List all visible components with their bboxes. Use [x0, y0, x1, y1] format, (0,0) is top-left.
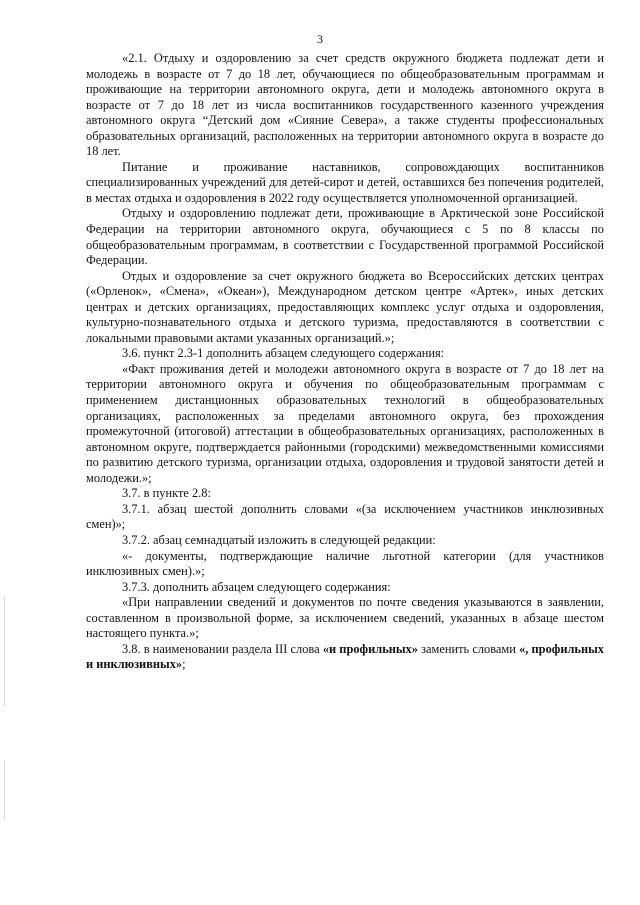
paragraph-3-7-3: 3.7.3. дополнить абзацем следующего содержания:: [122, 579, 391, 594]
paragraph-3-8: [86, 642, 604, 673]
paragraph-3-6: 3.6. пункт 2.3-1 дополнить абзацем следующего содержания:: [122, 346, 445, 361]
paragraph-3-7-2: 3.7.2. абзац семнадцатый изложить в следующей редакции:: [122, 532, 436, 547]
paragraph-mail-quote: «При направлении сведений и документов по почте сведения указываются в заявлении, составленном в произвольной форме, за исключением сведений, указанных в абзаце шестом настоящего пункта.»;: [86, 595, 604, 641]
paragraph-mentors-meals: Питание и проживание наставников, сопровождающих воспитанников специализированных учреждений для детей-сирот и детей, оставшихся без попечения родителей, в местах отдыха и оздоровления в 2022 году осуществляется уполномоченной организацией.: [86, 159, 604, 205]
paragraph-3-7-1: 3.7.1. абзац шестой дополнить словами «(за исключением участников инклюзивных смен)»;: [86, 501, 604, 532]
paragraph-3-8-bold-old: «и профильных»: [322, 641, 418, 656]
page-number: 3: [317, 32, 323, 46]
paragraph-3-8-bold-new: «, профильных и инклюзивных»: [86, 641, 604, 672]
paragraph-3-7: 3.7. в пункте 2.8:: [122, 486, 211, 501]
paragraph-3-8-middle: заменить словами: [417, 641, 520, 656]
scan-margin-mark: [4, 760, 5, 820]
document-body: [86, 51, 604, 673]
scan-margin-mark: [4, 596, 5, 706]
paragraph-fact-of-residence: «Факт проживания детей и молодежи автономного округа в возрасте от 7 до 18 лет на территории автономного округа и обучения по общеобразовательным программам с применением дистанционных образовательных технологий в общеобразовательных организациях, расположенных за пределами автономного округа, без прохождения промежуточной (итоговой) аттестации в общеобразовательных организациях, расположенных в автономном округе, подтверждается районными (городскими) межведомственными комиссиями по развитию детского туризма, организации отдыха, оздоровления и трудовой занятости детей и молодежи.»;: [86, 361, 604, 485]
paragraph-arctic-zone: Отдыху и оздоровлению подлежат дети, проживающие в Арктической зоне Российской Федерации на территории автономного округа, обучающиеся с 5 по 8 классы по общеобразовательным программам, в соответствии с Государственной программой Российской Федерации.: [86, 206, 604, 268]
paragraph-2-1: «2.1. Отдыху и оздоровлению за счет средств окружного бюджета подлежат дети и молодежь в возрасте от 7 до 18 лет, обучающиеся по общеобразовательным программам и проживающие на территории автономного округа, дети и молодежь автономного округа в возрасте от 7 до 18 лет из числа воспитанников государственного казенного учреждения автономного округа “Детский дом «Сияние Севера», а также студенты профессиональных образовательных организаций, расположенных на территории автономного округа в возрасте до 18 лет.: [86, 51, 604, 159]
paragraph-documents-quote: «- документы, подтверждающие наличие льготной категории (для участников инклюзивных смен).»;: [86, 548, 604, 579]
paragraph-children-centers: Отдых и оздоровление за счет окружного бюджета во Всероссийских детских центрах («Орленок», «Смена», «Океан»), Международном детском центре «Артек», иных детских центрах и детских организациях, предоставляющих комплекс услуг отдыха и оздоровления, культурно-познавательного отдыха и детского туризма, предоставляются в соответствии с локальными правовыми актами указанных организаций.»;: [86, 268, 604, 345]
paragraph-3-8-before: 3.8. в наименовании раздела III слова: [122, 641, 323, 656]
paragraph-3-8-after: ;: [182, 657, 186, 672]
